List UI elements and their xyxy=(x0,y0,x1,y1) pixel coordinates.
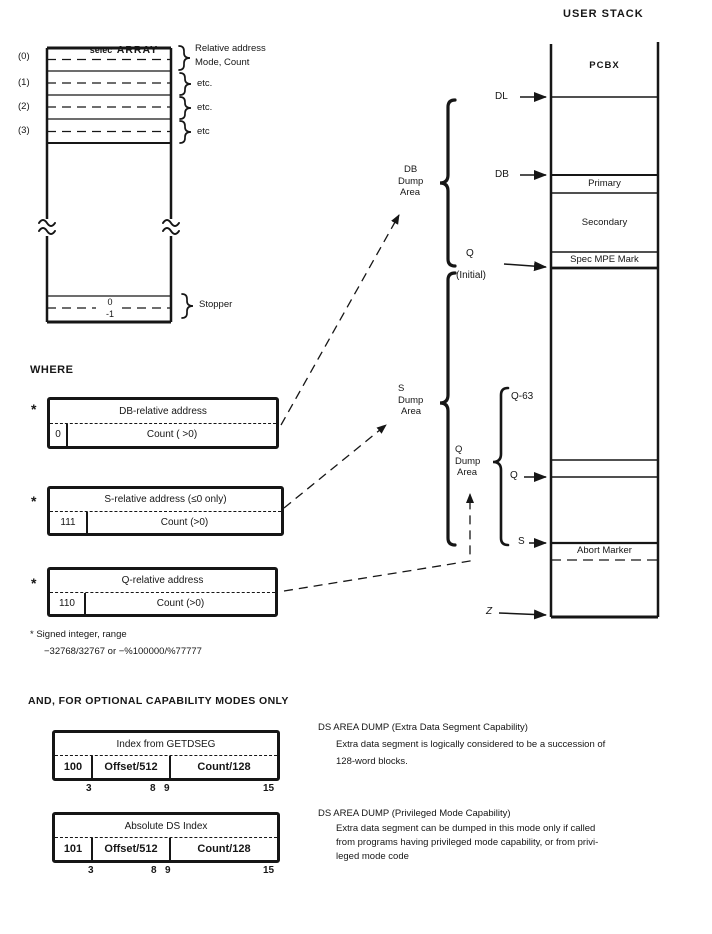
s-dump-area-brace-icon xyxy=(440,273,455,545)
s-mode-bits: 111 xyxy=(50,512,88,534)
q-dump-area-label: Q Dump Area xyxy=(455,444,481,478)
where-heading: WHERE xyxy=(30,364,74,376)
ds-area-dump-priv-line-2: from programs having privileged mode capability, or from privi- xyxy=(336,837,599,848)
getdseg-index-title: Index from GETDSEG xyxy=(55,733,277,756)
absolute-ds-bit-3: 3 xyxy=(88,865,94,876)
getdseg-bit-8: 8 xyxy=(150,783,156,794)
db-dump-area-label: DB Dump Area xyxy=(398,164,424,198)
array-annotation-etc-3: etc xyxy=(197,126,210,137)
stack-cell-abort-marker: Abort Marker xyxy=(577,545,632,556)
array-row-label-1: (1) xyxy=(18,77,30,88)
footnote-line-1: * Signed integer, range xyxy=(30,629,127,640)
getdseg-offset-cell: Offset/512 xyxy=(93,756,171,778)
q-mode-bits: 110 xyxy=(50,593,86,615)
array-row-label-2: (2) xyxy=(18,101,30,112)
db-relative-field-box xyxy=(47,397,279,449)
q-relative-title: Q-relative address xyxy=(50,570,275,593)
array-brace-icons xyxy=(179,46,193,318)
absolute-ds-bit-9: 9 xyxy=(165,865,171,876)
pointer-label-q-initial-line1: Q xyxy=(466,248,474,259)
asterisk-s-box: * xyxy=(31,493,37,509)
stopper-zero-value: 0 xyxy=(107,297,113,307)
pointer-label-s: S xyxy=(518,536,525,547)
stack-cell-primary: Primary xyxy=(588,178,621,189)
selec-array-box xyxy=(47,48,171,322)
db-dump-area-brace-icon xyxy=(440,100,455,266)
absolute-ds-count-cell: Count/128 xyxy=(197,843,251,855)
break-mark-icon xyxy=(39,220,179,234)
db-mode-bits: 0 xyxy=(50,424,68,447)
pointer-label-db: DB xyxy=(495,169,509,180)
array-title xyxy=(72,22,158,77)
stopper-label: Stopper xyxy=(199,299,233,310)
ds-area-dump-extra-line-2: 128-word blocks. xyxy=(336,756,408,767)
array-row-label-3: (3) xyxy=(18,125,30,136)
absolute-ds-mode-bits: 101 xyxy=(55,838,93,860)
db-count-cell: Count ( >0) xyxy=(146,429,198,441)
footnote-line-2: −32768/32767 or −%100000/%77777 xyxy=(44,646,202,657)
pointer-label-dl: DL xyxy=(495,91,508,102)
absolute-ds-bit-15: 15 xyxy=(263,865,275,876)
user-stack-title: USER STACK xyxy=(563,8,644,20)
pointer-label-q-initial-line2: (Initial) xyxy=(456,270,487,281)
optional-heading: AND, FOR OPTIONAL CAPABILITY MODES ONLY xyxy=(28,695,289,707)
s-relative-field-box xyxy=(47,486,284,536)
stopper-minus-one-value: -1 xyxy=(105,309,114,319)
array-annotation-mode-count: Mode, Count xyxy=(195,57,250,68)
asterisk-q-box: * xyxy=(31,575,37,591)
array-title-bold: ARRAY xyxy=(116,44,159,57)
ds-area-dump-priv-line-1: Extra data segment can be dumped in this mode only if called xyxy=(336,823,596,834)
getdseg-bit-3: 3 xyxy=(86,783,92,794)
getdseg-bit-15: 15 xyxy=(263,783,275,794)
stack-cell-secondary: Secondary xyxy=(581,217,628,228)
absolute-ds-offset-cell: Offset/512 xyxy=(93,838,171,860)
q-relative-field-box xyxy=(47,567,278,617)
array-row-label-0: (0) xyxy=(18,51,30,62)
array-annotation-etc-2: etc. xyxy=(197,102,213,113)
pointer-label-q63: Q-63 xyxy=(511,391,534,402)
pointer-label-q: Q xyxy=(510,470,518,481)
getdseg-count-cell: Count/128 xyxy=(197,761,251,773)
stack-cell-spec-mpe-mark: Spec MPE Mark xyxy=(570,254,639,265)
q-count-cell: Count (>0) xyxy=(156,597,205,609)
q-dump-area-brace-icon xyxy=(493,388,508,545)
getdseg-index-field-box xyxy=(52,730,280,781)
pointer-label-z: Z xyxy=(486,606,493,617)
user-stack-box xyxy=(551,42,658,617)
asterisk-db-box: * xyxy=(31,401,37,417)
getdseg-bit-9: 9 xyxy=(164,783,170,794)
getdseg-mode-bits: 100 xyxy=(55,756,93,778)
ds-area-dump-priv-line-3: leged mode code xyxy=(336,851,409,862)
s-relative-title: S-relative address (≤0 only) xyxy=(50,489,281,512)
s-count-cell: Count (>0) xyxy=(160,516,209,528)
array-annotation-etc-1: etc. xyxy=(197,78,213,89)
db-relative-title: DB-relative address xyxy=(50,400,276,424)
ds-area-dump-extra-line-1: Extra data segment is logically considered to be a succession of xyxy=(336,739,606,750)
stack-cell-pcbx: PCBX xyxy=(589,60,620,71)
absolute-ds-bit-8: 8 xyxy=(151,865,157,876)
s-dump-area-label: S Dump Area xyxy=(398,383,424,417)
array-title-small: selec xyxy=(89,45,113,56)
absolute-ds-index-title: Absolute DS Index xyxy=(55,815,277,838)
absolute-ds-index-field-box xyxy=(52,812,280,863)
ds-area-dump-priv-heading: DS AREA DUMP (Privileged Mode Capability) xyxy=(318,808,511,819)
array-annotation-relative-address: Relative address xyxy=(195,43,266,54)
ds-area-dump-extra-heading: DS AREA DUMP (Extra Data Segment Capability) xyxy=(318,722,528,733)
